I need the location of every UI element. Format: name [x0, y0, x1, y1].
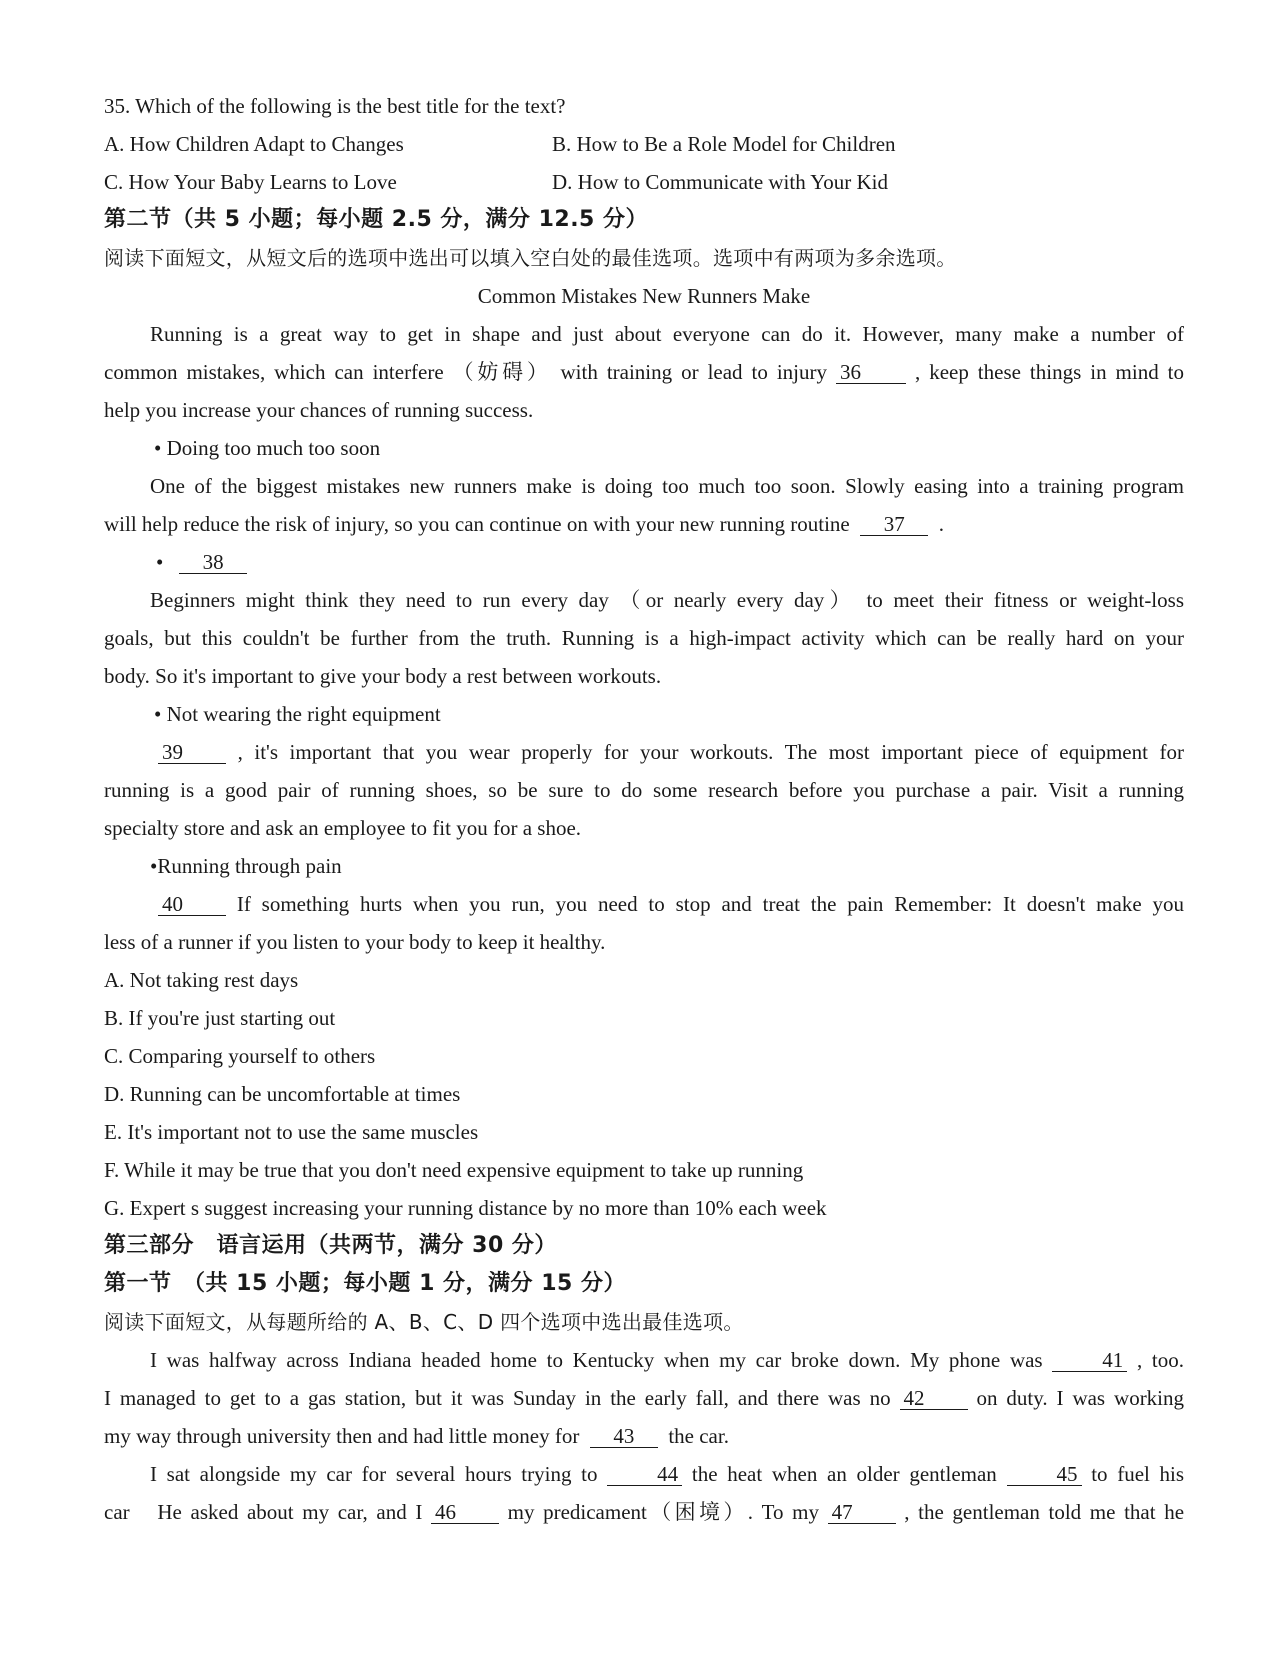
paragraph-2-line-2: will help reduce the risk of injury, so you can continue on with your new running routine 37 .: [104, 512, 944, 536]
cloze-line-4: I sat alongside my car for several hours trying to 44 the heat when an older gentleman 45 to fuel his: [150, 1462, 1185, 1486]
choice-a: A. Not taking rest days: [104, 968, 299, 992]
paragraph-5-line-1: 40 If something hurts when you run, you need to stop and treat the pain Remember: It doesn't make you: [104, 884, 1184, 925]
subheading-doing-too-much: • Doing too much too soon: [154, 436, 381, 460]
paragraph-4-line-1: 39 , it's important that you wear properly for your workouts. The most important piece of equipment for: [104, 732, 1184, 773]
option-a: A. How Children Adapt to Changes: [104, 132, 404, 156]
subheading-running-through-pain: •Running through pain: [150, 854, 342, 878]
question-35-options-row-2: [104, 162, 1184, 203]
blank-39: 39: [158, 741, 226, 764]
cloze-line-2: I managed to get to a gas station, but it was Sunday in the early fall, and there was no 42 on duty. I was working: [104, 1386, 1185, 1410]
section-2-heading: 第二节（共 5 小题；每小题 2.5 分，满分 12.5 分）: [104, 207, 649, 232]
choice-g: G. Expert s suggest increasing your running distance by no more than 10% each week: [104, 1196, 827, 1220]
paragraph-4-line-2: running is a good pair of running shoes, so be sure to do some research before you purchase a pair. Visit a running: [104, 778, 1184, 802]
subheading-equipment: • Not wearing the right equipment: [154, 702, 441, 726]
option-c: C. How Your Baby Learns to Love: [104, 170, 397, 194]
blank-38: 38: [179, 551, 247, 574]
choice-d: D. Running can be uncomfortable at times: [104, 1082, 461, 1106]
blank-42: 42: [900, 1387, 968, 1410]
blank-46: 46: [431, 1501, 499, 1524]
blank-36: 36: [836, 361, 906, 384]
option-b: B. How to Be a Role Model for Children: [552, 132, 896, 156]
paragraph-1-line-1: Running is a great way to get in shape and just about everyone can do it. However, many make a number of: [150, 322, 1184, 346]
passage-title: Common Mistakes New Runners Make: [477, 284, 811, 308]
question-35-stem: 35. Which of the following is the best title for the text?: [104, 94, 566, 118]
paragraph-2-line-1: One of the biggest mistakes new runners make is doing too much too soon. Slowly easing into a training program: [150, 474, 1184, 498]
paragraph-1-line-2: common mistakes, which can interfere （妨碍） with training or lead to injury 36 , keep these things in mind to: [104, 360, 1185, 384]
part-3-section-1-heading: 第一节 （共 15 小题；每小题 1 分，满分 15 分）: [104, 1271, 626, 1296]
paragraph-3-line-1: Beginners might think they need to run every day （or nearly every day） to meet their fitness or weight-loss: [150, 588, 1184, 612]
blank-47: 47: [828, 1501, 896, 1524]
blank-37: 37: [860, 513, 928, 536]
paragraph-3-line-3: body. So it's important to give your body a rest between workouts.: [104, 664, 662, 688]
blank-40: 40: [158, 893, 226, 916]
paragraph-3-line-2: goals, but this couldn't be further from the truth. Running is a high-impact activity which can be really hard on your: [104, 626, 1184, 650]
question-35-options-row-1: [104, 124, 1184, 165]
blank-45: 45: [1007, 1463, 1082, 1486]
subheading-38: • 38: [104, 542, 1236, 583]
part-3-heading: 第三部分 语言运用（共两节，满分 30 分）: [104, 1233, 557, 1258]
choice-f: F. While it may be true that you don't need expensive equipment to take up running: [104, 1158, 804, 1182]
cloze-line-5: car He asked about my car, and I 46 my predicament（困境）. To my 47 , the gentleman told me that he: [104, 1500, 1185, 1524]
paragraph-4-line-3: specialty store and ask an employee to fit you for a shoe.: [104, 816, 582, 840]
part-3-instruction: 阅读下面短文，从每题所给的 A、B、C、D 四个选项中选出最佳选项。: [104, 1310, 744, 1334]
cloze-line-3: my way through university then and had little money for 43 the car.: [104, 1424, 729, 1448]
choice-c: C. Comparing yourself to others: [104, 1044, 376, 1068]
section-2-instruction: 阅读下面短文，从短文后的选项中选出可以填入空白处的最佳选项。选项中有两项为多余选项。: [104, 246, 957, 270]
option-d: D. How to Communicate with Your Kid: [552, 170, 888, 194]
choice-e: E. It's important not to use the same muscles: [104, 1120, 479, 1144]
choice-b: B. If you're just starting out: [104, 1006, 336, 1030]
cloze-line-1: I was halfway across Indiana headed home to Kentucky when my car broke down. My phone was 41 , too.: [150, 1348, 1185, 1372]
paragraph-1-line-3: help you increase your chances of running success.: [104, 398, 534, 422]
paragraph-5-line-2: less of a runner if you listen to your body to keep it healthy.: [104, 930, 606, 954]
blank-43: 43: [590, 1425, 658, 1448]
blank-44: 44: [607, 1463, 682, 1486]
blank-41: 41: [1052, 1349, 1127, 1372]
